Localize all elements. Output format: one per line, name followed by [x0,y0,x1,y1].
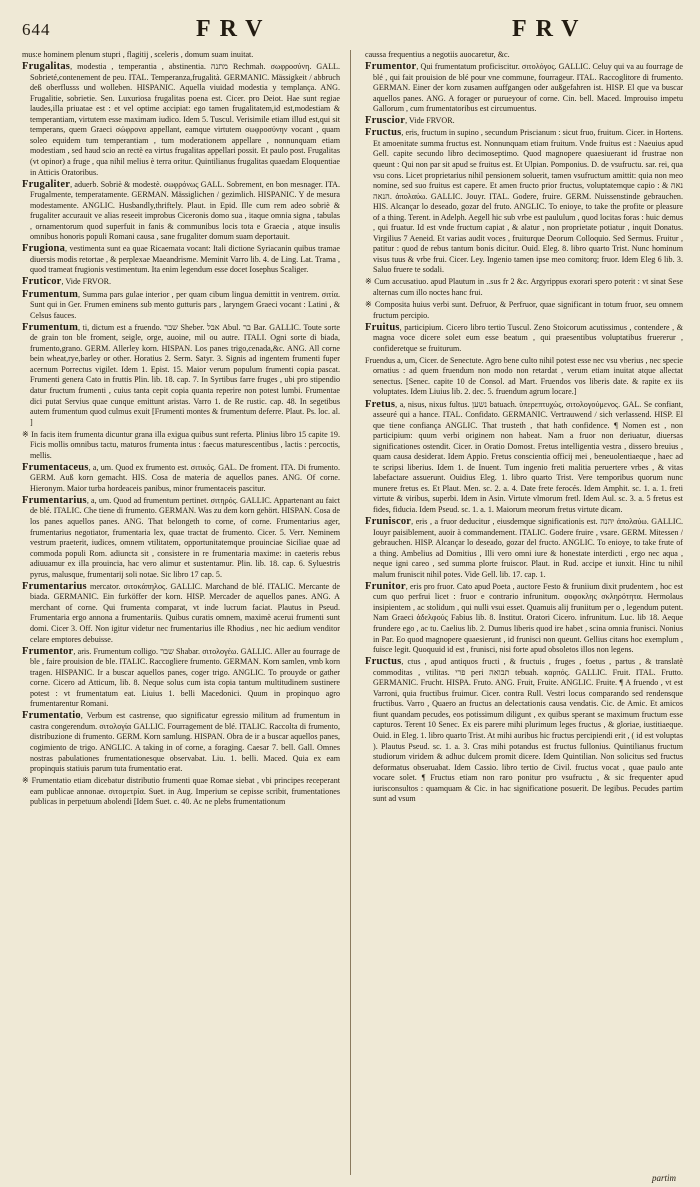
entry-headword: Frumentaceus [22,461,89,473]
entry-headword: Frumentarius [22,580,87,592]
entry-text: , eris, fructum in supino , secundum Priscianum : sicut fruo, fruitum. Cicer. in Hortens. Et amoenitate summa fructus est. Nonnunquam etiam fruitum. Vnde fruitus est : Naeuius apud Gell. capite secundo libro decimoseptimo. Quod magnopere quaesiuerant id frustrae non queunt : Qui non par sit apud se fruitus est. Et Ulpian. Pomponius. D. de vsufructu. sar. rei, qua vsu cons. Licet proprietarius nihil pensionem soluerit, tamen vsufructum amittit: quia non meo nomine, sed suo fruitus est capere. Et amen fructo prior fructus, voluptatemque capio : נאה & הנאה. ἀπολαύω. GALLIC. Jouyr. ITAL. Godere, fruire. GERM. Nuissenstinde gebrauchen. HIS. Alcançar lo deseado, gozar del fruto. ANGLIC. To enioye, to take the profite or pleasure of a thing. Terent. in Adelph. Aegell hic sub vrbe est paululum , quod locitas foras : huic demus , qui fruatur. Id est vnde fructum capiat , & alatur , non proprietate potiatur , inquit Donatus. Virgilius 7 Aeneid. Et varias audit voces , fruiturque Deorum Colloquio. Sed Sermus. Fruitur , patitur : quod de rebus tantum bonis dicitur. Ouid. Eleg. 8. libro quarto Trist. Nunc hominum visus tuus & vrbe frui. Cicer. Ley. Ingenio tamen ipse meo comitorq; fruor. Idem Eleg 6 lib. 3. Saluo fruere te sodali. [373,128,683,275]
left-column [22,50,340,1180]
dictionary-entry [365,116,683,127]
entry-text: , eris , a fruor deducitur , eiusdemque significationis est. יהנה ἀπολαύω. GALLIC. Iouyr paisiblement, auoir à commandement. ITALIC. Godere fruire , vsare. GERM. Mitessen / gebrauchen. HISP. Alcançar lo deseado, gozar del fructo. ANGLIC. To enioye, to take frute of a thing. Ambelius ad Domitius , Illi vero omni iure & honestate interdicti , ergo nec aqua , neque igni careo , sed summa plorte fruiscor. Plaut. in Rud. accipe et iunxit. Hinc tu nihil malum fruniscit nihil potes. Vide Gell. lib. 17. cap. 1. [373,517,683,579]
entry-text: , eris pro fruor. Cato apud Poeta , auctore Festo & fruniium dixit prudentem , hoc est cum quo perfrui licet : fruor e contrario infrunitum. σοφοκλης σκληρότητα. Hermolaus insipientem , ac stolidum , qui nulli vsui esset. Quamuis alij fruniitum per o , legendum putent. Nam Graeci ἀδελφούς Fabius lib. 8. Institut. Oratori Cicero. infrunitum. Luc. lib 18. Aeque frundere ego , ac tu. Caelius lib. 2. Dumus liberis quod ire habet , scina omnia frunisci. Nonius in Par. Eo quod magnopere quaesierunt , id frunisci non queunt. Gellius citans hoc exemplum , fuisce legit. Quoquuid id est , frunisci, nisi forte apud obsoletos illos non legens. [373,581,683,655]
entry-headword: Frumentum [22,321,79,333]
entry-text: ※ Cum accusatiuo. apud Plautum in ..sus fr 2 &c. Argyrippus exorari spero poterit : vt sinat Sese alternas cum illo noctes hanc frui. [365,277,683,298]
dictionary-entry [22,323,340,428]
entry-headword: Frunitor [365,580,406,592]
entry-text: , Summa pars gulae interior , per quam cibum lingua demittit in ventrem. σιτία. Sunt qui in Ger. Frumen eminens sub mento gutturis pars , laryngem Graeci vocant : Latini , & Celsus fauces. [30,289,340,320]
entry-text: , participium. Cicero libro tertio Tuscul. Zeno Stoicorum acutissimus , contendere , & magna voce dicere solet eum esse beatum , qui praesentibus voluptatibus fruererur , confideretque se fruiturum. [373,322,683,353]
dictionary-entry [22,277,340,288]
entry-headword: Frugaliter [22,178,71,190]
entry-headword: Fruitus [365,321,400,333]
page-number: 644 [22,20,51,39]
entry-text: ※ In facis item frumenta dicuntur grana illa exigua quibus sunt referta. Plinius libro 15 capite 19. Ficis mollis omnibus tactu, maturos frumenta intus : faecus maturescentibus , lactis : percoctis, mellis. [22,429,340,460]
entry-text: mus:e hominem plenum stupri , flagitij , sceleris , domum suam inuitat. [22,50,254,59]
dictionary-entry [22,463,340,495]
running-head-right: FRV [512,16,588,42]
dictionary-entry [22,50,340,61]
entry-text: , a, nisus, nixus fultus. נשען batuach. ὑπερεπτυχώς, σιτολογούμενος. GAL. Se confiant, asseuré qui a hance. ITAL. Confidato. GERMANIC. Vertrauwend / sich verlassend. HISP. El que tiene confiança ANGLIC. That trusteth , that hath confidence. ¶ Nomen est , non participium: quum verbi originem non habeat. Nam a fruor non deriuatur, diuersas significationes ostendit. Cicer. in Oratio Domost. Fretus intelligentia vestra , dissero breuius , quam causa desiderat. Idem Appio. Fretus conscientia officij mei , beneuolentiaeque , haec ad te scripsi liberius. Idem 1. de Inuent. Tum ingenio freti malitia peruertere vrbes , & vitas labefactare assuerunt. Ouidius Eleg. 1. libro quarto Trist. Vere temporibus quorum nunc munere fretus es. Et Plaut. Men. sc. 2. a. 4. Date frete ferocés. Idem Amphit. sc. 1. a. 1. freti virtute & viribus, superbi. Idem in Asin. Virtute vlmorum fretl. Idem Aul. sc. 3. a. 5 fretus est fides, fiducia. Idem Pseud. sc. 1. a. 1. Maiorum meorum fretus virtute dicam. [373,399,683,514]
dictionary-entry [365,300,683,321]
entry-headword: Fruniscor [365,516,412,528]
entry-text: caussa frequentius a negotiis auocaretur, &c. [365,50,510,59]
entry-text: , ti, dictum est a fruendo. שבר Sheber. אבל Abul. בר Bar. GALLIC. Toute sorte de grain ton ble froment, seigle, orge, auoine, mil ou autre. ITALI. Ogni sorte di biada, frumento,grano. GERM. Allerley korn. HISPAN. Los panes trigo,cenada,&c. ANG. All corne bein wheat,rye,barley or other. Horatius 2. Serm. Satyr. 3. Signis ad ingentem frumenti fuper acernum Porrectus vigilet. Idem 1. Epist. 15. Maior verum populum frumenti copia pascat. Frumenti genera Cato in fruttis Plin. lib. 18. cap. 7. In Syrtibus farre fruges , ubi pro stipendio datur fructum frumenti , cuius tanta cepit copia quanta reperire non potest lumbi. Frumentae dici putat Servius quae cunque emittunt aristas. Varro 1. de Re rustic. cap. 48. In segetibus autem frumentum quod culmus exuit [Frumenti montes & frumentum deferre. Plaut. Ps. loc. al. ] [30,322,340,427]
entry-text: , Verbum est castrense, quo significatur egressio militum ad frumentum in castra congerendum. σιτολογία GALLIC. Fourragement de blé. ITALIC. Raccolta di frumento, distribuzione di frumento. GERM. Korn samlung. HISPAN. Obra de ir a buscar aquellos panes, cogimiento de trigo. ANGLIC. A taking in of corne, a foraging. Caesar 7. bell. Gall. Omnes nostras pabulationes frumentationesque observabat. Liu. 1. belli. Maced. Quia ex eam propinquis statiuis parum tuta frumentatio erat. [30,711,340,774]
entry-text: , a, um. Quod ad frumentum pertinet. σιτηρός. GALLIC. Appartenant au faict de blé. ITALIC. Che tiene di frumento. GERMAN. Was zu dem korn gehört. HISPAN. Cosa de los panes aquellos panes. ANG. That belongeth to corne, of corne. Frumentarius ager, frumentarius negotiator, frumentaria lex, quae tractat de frumento. Cicer. 5. Verr. Neminem vestrum praeterit, iudices, omnem vtilitatem, opportunitatemque prouinciae Siciliae quae ad commoda populi Rom. adiuncta sit , consistere in re frumentaria maxime: in caeteris rebus adiuuamur ex illa prouincia, hac vero alimur et sustentamur. Plin. lib. 18. cap. 6. Syluestris pyrus, malusque, frumentarij soli notae. Sic libro 17 cap. 5. [30,495,340,579]
dictionary-entry [22,647,340,710]
entry-headword: Fruticor [22,276,62,288]
entry-headword: Frugalitas [22,61,71,73]
entry-headword: Frumentum [22,288,79,300]
dictionary-entry [365,517,683,580]
entry-headword: Frugiona [22,243,66,255]
entry-text: ※ Composita huius verbi sunt. Defruor, & Perfruor, quae significant in totum fruor, seu omnem fructum percipio. [365,300,683,320]
dictionary-entry [365,128,683,276]
dictionary-entry [365,50,683,61]
dictionary-entry [22,62,340,178]
entry-text: , Qui frumentatum proficiscitur. σιτολόγος. GALLIC. Celuy qui va au fourrage de blé , qui fait prouision de blé pour vne commune, fourrageur. ITAL. Raccoglitore di frumento. GERMAN. Einer der korn zusamen auffgangen oder außgefahren ist. HISP. El que va buscar aquellos panes. ANG. A forager or purueyour of corne. Cin. bell. Maced. Improuiso impetu Gallorum , cum frumentatoribus est circumuentus. [373,62,683,114]
entry-headword: Frumentor [22,645,74,657]
entry-text: , Vide FRVOR. [405,116,455,126]
entry-text: , aduerb. Sobriè & modestè. σωφρόνως GALL. Sobrement, en bon mesnager. ITA. Frugalmente, temperatamente. GERMAN. Mässiglichen / gezimlich. HISPANIC. Y de mesura modestamente. ANGLIC. Husbandly,thriftely. Plaut. in Epid. Ille cum rem adeo sobriè & frugaliter accurauit ve alias reseeit improbus Ciceronis domo sua , itaque omnia signa , tabulas , ornamentorum quod superfuit in fanis & communibus locis tota e Graecia , atque insulis omnibus honoris populi Romani causa , sane frugaliter domum suam deportauit. [30,179,340,242]
entry-text: mercator. σιτοκάπηλος. GALLIC. Marchand de blé. ITALIC. Mercante de biada. GERMANIC. Ein furköffer der korn. HISP. Mercader de aquellos panes. ANG. A merchant of corne. Qui frumenta comparat, vt inde lucrum faciat. Plautus in Pseud. Frumentaria ergo annona a frumentariis. Quibus curatis omnem, maximè acerui frumenti sunt domi. Cicer 3. Off. Non igitur videtur nec frumentarius ille Rhodius , nec hic aedium venditor celare emptores debuisse. [30,581,340,644]
dictionary-entry [365,356,683,398]
entry-text: Fruendus a, um, Cicer. de Senectute. Agro bene culto nihil potest esse nec vsu vberius , nec specie ornatius : ad quem fruendum non modo non retardat , verum etiam inuitat atque allectat senectus. [Senec. capite 10 de Consol. ad Mart. Fruendos vos liberis date. & rapite ex iis voluptates. Idem Liuius lib. 2. dec. 5. fruendum agrum locare.] [365,355,683,397]
dictionary-entry [365,277,683,298]
entry-headword: Frumentarius [22,494,87,506]
dictionary-entry [22,776,340,808]
entry-text: , vestimenta sunt ea quae Ricaemata vocant: Itali dictione Syriacanin quibus tramae diuersis modis retortae , & perplexae Maeandrisme. Meminit Varro lib. 4. de Ling. Lat. Trama , quod trameat frugionis vestimentum. Ita enim legendum esse docet Iosephus Scaliger. [30,244,340,275]
entry-text: ※ Frumentatio etiam dicebatur distributio frumenti quae Romae siebat , vbi principes receperant eam publicae annonae. σιτομετρία. Suet. in Aug. Imperium se cepisse scribit, frumentationes publicas in perpetuum abolendi [Idem Suet. c. 40. Ac ne plebs frumentationum [22,776,340,807]
entry-headword: Frumentatio [22,710,81,722]
running-head-left: FRV [196,16,272,42]
entry-text: , a, um. Quod ex frumento est. σιτικός. GAL. De froment. ITA. Di frumento. GERM. Auß korn gemacht. HIS. Cosa de materia de aquellos panes. ANG. Of corne. Hieronym. Maior turba hordeaceis panibus, minor frumentaceis pascitur. [30,462,340,493]
dictionary-entry [22,582,340,645]
entry-text: , aris. Frumentum colligo. שבר Shabar. σιτολογέω. GALLIC. Aller au fourrage de ble , faire prouision de ble. ITALIC. Raccogliere frumento. GERMAN. Korn samlen, vmb korn tragen. HISPANIC. Ir a buscar aquellos panes, coger trigo. ANGLIC. To prouyde or gather corne. Cicero ad Atticum, lib. 8. Neque solus cum ista copia tantum multitudinem sustinere potest : vt frumentatum eat. Liuius 1. belli Macedonici. Quum in propinquo agro frumentarentur Romani. [30,646,340,709]
entry-text: , ctus , apud antiquos fructi , & fructuis , fruges , foetus , partus , & translatè commoditas , vtilitas. פרי peri תבואה tebuah. καρπός. GALLIC. Fruit. ITAL. Frutto. GERMANIC. Frucht. HISPA. Fruto. ANG. Fruit, Fruite. ANGLIC. Fruite. ¶ A fruendo , vt est Varroni, quia fructibus fruimur. Cicer. contra Rull. Vestri locus comparando sed rendensque fructibus. Varro , Quaero an fructus an delectationis causa vendatis. Cic. de Amic. Et amicos fiunt quandam pecudes, eos potissimum diligunt , ex quibus sperant se maximum fructum esse capturos. Terent 10 Senec. Ex eis parere mihi plurimum leges fructus , & gloriae, iustitiaeque. Ouid. in Eleg. 1. libro quarto Trist. At mihi auribus hic fructus percipiendi erit , ( id est voluptas ). Plautus Pseud. sc. 1. a. 3. Cras mihi potandus est fructus fullonius. Quintilianus fructum studiorum viridem & adhuc dulcem promit dicere. Idem Quintilian. Non solicitus sed fructus deformatus obseruabat. Idem Cassio. libro tertio de Civil. fructus vocat , quae paulo ante vocare solet. ¶ Fructus etiam non raro ponitur pro vsufructu , & sic frequenter apud iurisconsultos : quamquam & Cic. in hac significatione posuerit. De legibus. Pecudes partim sunt ad vsum [373,657,683,804]
dictionary-entry [22,244,340,276]
entry-text: , Vide FRVOR. [61,277,112,287]
entry-headword: Fructus [365,127,402,139]
entry-headword: Frumentor [365,61,417,73]
page-header [0,16,700,46]
entry-headword: Fructus [365,656,402,668]
column-divider [350,50,351,1175]
dictionary-entry [22,496,340,580]
dictionary-entry [22,290,340,322]
dictionary-entry [22,711,340,774]
dictionary-entry [365,62,683,115]
dictionary-entry [365,323,683,355]
entry-headword: Fruscior [365,115,406,127]
dictionary-entry [22,430,340,462]
dictionary-entry [365,657,683,805]
dictionary-entry [365,582,683,656]
entry-text: , modestia , temperantia , abstinentia. מתנה Rechmah. σωφροσύνη. GALL. Sobrieté,contenement de peu. ITAL. Temperanza,frugalità. GERMANIC. Mässigkeit / abbruch deß oberflusss und wolleben. HISPANIC. Aquella viuidad modestia y templança. ANG. Frugalitie, sobrietie. Sen. Luxuriosa frugalitas poena est. Cicer. pro Deiot. Hae sunt regiae laudes,illa priuatae est : et vel optime accipiat: ego tamen frugalitatem,id est,modestiam & temperantiam, virtutem esse maximam iudico. Idem 5. Tuscul. Verisimile etiam illud est,qui sit temperans, quem Graeci σώφρονα appellant, eamque virtutem σωφροσύνην vocant , quam soleo equidem tum temperantiam , tum moderationem appellare , nonnunquam etiam modestiam , sed haud scio an rectè ea virtus frugalitas appellari possit. Et paulo post. Frugalitas (vt opinor) a fruge , qua nihil melius è terra oritur. Quintilianus frugalitas quaedam Eloquentiae in Atticis Oratoribus. [30,62,340,177]
right-column [365,50,683,1180]
entry-headword: Fretus [365,398,396,410]
dictionary-entry [365,400,683,516]
dictionary-entry [22,180,340,243]
catchword: partim [651,1173,676,1183]
